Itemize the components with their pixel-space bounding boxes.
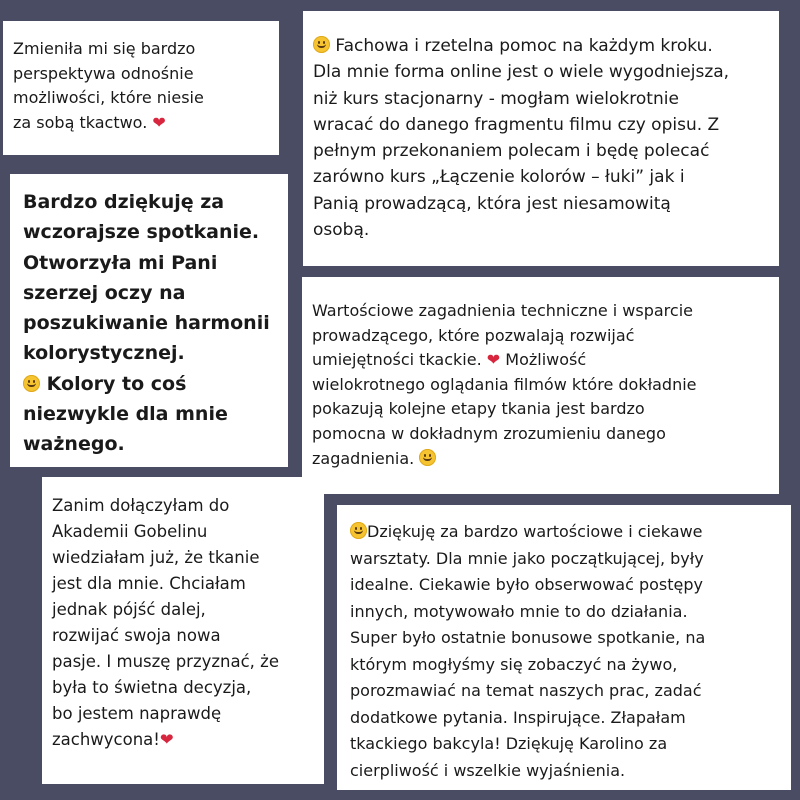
testimonial-line: Wartościowe zagadnienia techniczne i wsparcie bbox=[312, 301, 693, 320]
testimonial-line: zachwycona! bbox=[52, 730, 160, 749]
testimonial-line: zagadnienia. bbox=[312, 448, 415, 468]
testimonial-line: którym mogłyśmy się zobaczyć na żywo, bbox=[350, 654, 678, 674]
testimonial-line: cierpliwość i wszelkie wyjaśnienia. bbox=[350, 760, 626, 780]
testimonial-card-3 bbox=[10, 174, 288, 467]
testimonial-line: umiejętności tkackie. bbox=[312, 350, 482, 370]
testimonial-line: Możliwość bbox=[505, 350, 587, 370]
testimonial-line: wielokrotnego oglądania filmów które dokładnie bbox=[312, 374, 697, 394]
testimonial-line: dodatkowe pytania. Inspirujące. Złapałam bbox=[350, 707, 686, 727]
testimonial-line-with-icon bbox=[350, 519, 781, 546]
testimonial-line: niż kurs stacjonarny - mogłam wielokrotnie bbox=[313, 88, 679, 109]
testimonial-line: Panią prowadzącą, która jest niesamowitą bbox=[313, 193, 671, 214]
testimonial-line: możliwości, które niesie bbox=[13, 88, 204, 107]
testimonial-line: Zmieniła mi się bardzo bbox=[13, 39, 196, 58]
testimonial-line: zarówno kurs „Łączenie kolorów – łuki” jak i bbox=[313, 167, 685, 188]
testimonial-line: jednak pójść dalej, bbox=[52, 600, 206, 619]
testimonial-line: warsztaty. Dla mnie jako początkującej, były bbox=[350, 548, 704, 568]
heart-icon: ❤ bbox=[486, 350, 501, 370]
smile-icon bbox=[350, 522, 367, 539]
testimonial-line: kolorystycznej. bbox=[23, 342, 185, 365]
testimonial-line: jest dla mnie. Chciałam bbox=[52, 574, 246, 593]
testimonial-line: Fachowa i rzetelna pomoc na każdym kroku. bbox=[335, 36, 713, 56]
testimonial-line-with-icon bbox=[13, 111, 269, 136]
testimonial-line: pomocna w dokładnym zrozumieniu danego bbox=[312, 423, 666, 443]
testimonial-line: ważnego. bbox=[23, 433, 125, 456]
testimonial-line: Bardzo dziękuję za bbox=[23, 191, 225, 213]
testimonial-card-6 bbox=[337, 505, 791, 790]
testimonial-line: porozmawiać na temat naszych prac, zadać bbox=[350, 681, 702, 700]
heart-icon: ❤ bbox=[159, 730, 174, 749]
testimonial-line-with-icon bbox=[52, 727, 316, 753]
testimonial-line: wiedziałam już, że tkanie bbox=[52, 548, 260, 567]
testimonial-line: Kolory to coś bbox=[46, 372, 187, 395]
testimonial-line: niezwykle dla mnie bbox=[23, 403, 228, 426]
testimonial-line-with-icon bbox=[313, 33, 769, 59]
testimonial-line: perspektywa odnośnie bbox=[13, 63, 194, 83]
testimonial-line: innych, motywowało mnie to do działania. bbox=[350, 601, 688, 621]
testimonial-line: pełnym przekonaniem polecam i będę polecać bbox=[313, 141, 710, 162]
testimonial-line: Akademii Gobelinu bbox=[52, 522, 208, 541]
testimonial-line: za sobą tkactwo. bbox=[13, 112, 148, 132]
testimonial-line: Otworzyła mi Pani bbox=[23, 251, 218, 274]
testimonial-line: bo jestem naprawdę bbox=[52, 704, 222, 723]
testimonial-card-2 bbox=[303, 11, 779, 266]
testimonial-card-4 bbox=[302, 277, 779, 494]
testimonial-line: Dziękuję za bardzo wartościowe i ciekawe bbox=[367, 522, 703, 541]
heart-icon: ❤ bbox=[152, 112, 166, 132]
testimonial-line: tkackiego bakcyla! Dziękuję Karolino za bbox=[350, 734, 668, 753]
testimonial-line: była to świetna decyzja, bbox=[52, 678, 252, 697]
testimonial-line: wczorajsze spotkanie. bbox=[23, 221, 260, 244]
testimonial-line: wracać do danego fragmentu filmu czy opisu. Z bbox=[313, 114, 720, 135]
testimonial-line: idealne. Ciekawie było obserwować postępy bbox=[350, 575, 703, 594]
testimonial-card-5 bbox=[42, 477, 324, 784]
testimonial-line: Zanim dołączyłam do bbox=[52, 496, 230, 515]
testimonial-card-1 bbox=[3, 21, 279, 155]
smile-icon bbox=[313, 36, 330, 53]
testimonial-line: szerzej oczy na bbox=[23, 281, 186, 304]
smile-icon bbox=[23, 375, 40, 392]
testimonial-line-with-icon bbox=[312, 447, 769, 472]
testimonial-line: osobą. bbox=[313, 220, 370, 241]
testimonial-line-with-icon bbox=[23, 369, 276, 399]
testimonial-line: Dla mnie forma online jest o wiele wygodniejsza, bbox=[313, 62, 730, 83]
testimonial-line: pokazują kolejne etapy tkania jest bardzo bbox=[312, 399, 645, 419]
testimonial-line: prowadzącego, które pozwalają rozwijać bbox=[312, 325, 635, 345]
testimonial-line: pasje. I muszę przyznać, że bbox=[52, 652, 279, 671]
testimonial-line-with-icon bbox=[312, 348, 769, 373]
testimonial-line: Super było ostatnie bonusowe spotkanie, na bbox=[350, 628, 706, 647]
testimonial-line: poszukiwanie harmonii bbox=[23, 312, 270, 335]
smile-icon bbox=[419, 449, 436, 466]
testimonial-line: rozwijać swoja nowa bbox=[52, 626, 221, 645]
